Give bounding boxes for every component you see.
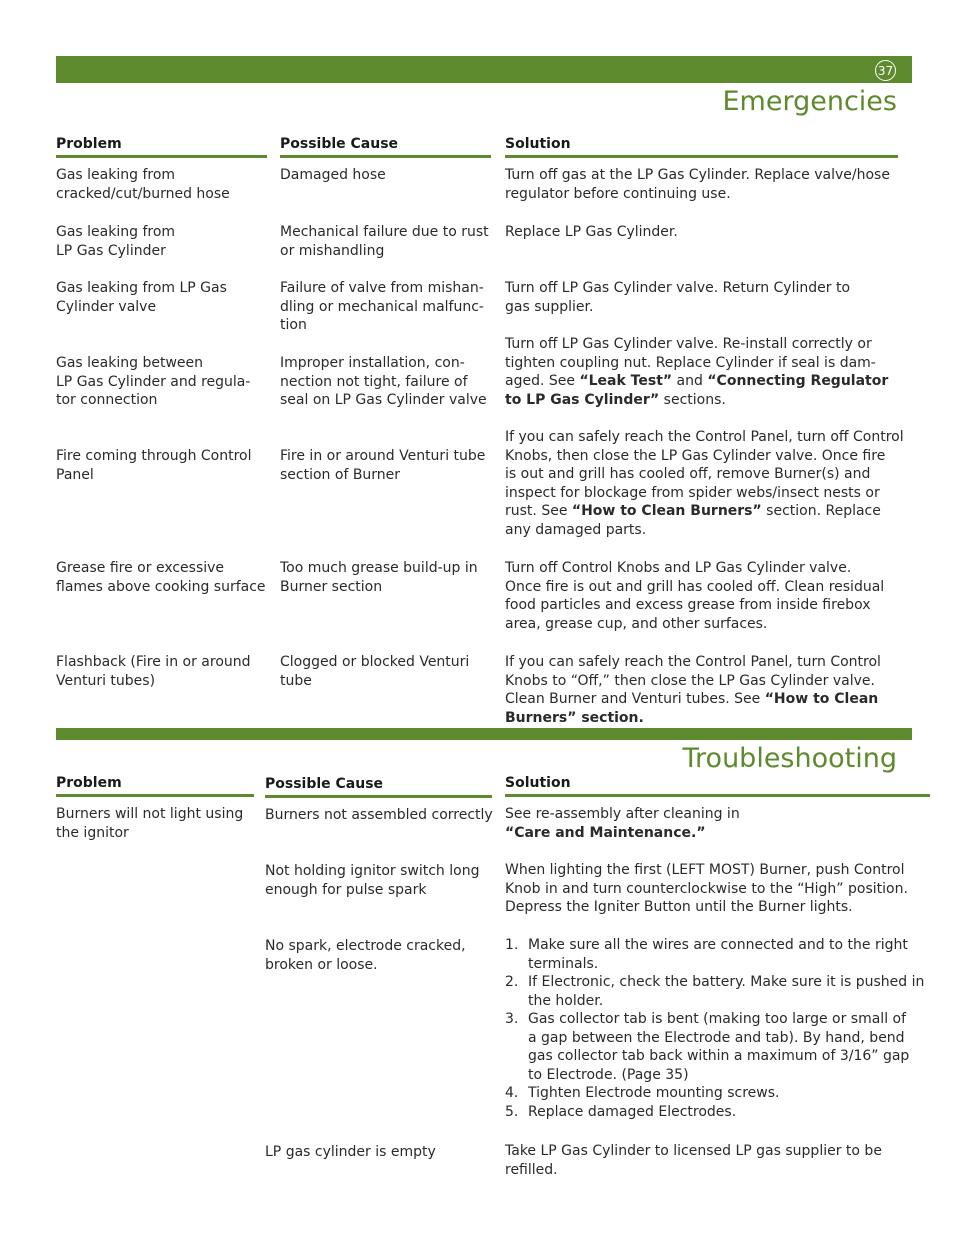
emergencies-header-problem: Problem xyxy=(56,135,267,158)
troubleshooting-problem: Burners will not light using the ignitor xyxy=(56,806,244,841)
text-run: section. Replace any damaged parts. xyxy=(505,503,881,538)
troubleshooting-solution-list xyxy=(505,936,925,1121)
emergency-problem: Gas leaking from LP Gas Cylinder valve xyxy=(56,280,227,315)
emergency-solution xyxy=(505,559,905,633)
troubleshooting-header-cause: Possible Cause xyxy=(265,775,492,798)
troubleshooting-solution xyxy=(505,805,925,842)
emergency-problem: Grease fire or excessive flames above cooking surface xyxy=(56,560,266,595)
troubleshooting-header-problem: Problem xyxy=(56,774,254,797)
troubleshooting-solution xyxy=(505,861,925,917)
text-run: Turn off Control Knobs and LP Gas Cylinder valve. Once fire is out and grill has cooled off. Clean residual food particles and excess grease from inside firebox area, grease cup, and other surfaces. xyxy=(505,560,885,632)
text-run: Turn off LP Gas Cylinder valve. Re-install correctly or tighten coupling nut. Replace Cylinder if seal is dam- aged. See xyxy=(505,336,876,389)
emergency-solution xyxy=(505,428,905,539)
list-item: 5. Replace damaged Electrodes. xyxy=(505,1103,737,1120)
list-item: 3. Gas collector tab is bent (making too large or small of a gap between the Electrode and tab). By hand, bend gas collector tab back within a maximum of 3/16” gap to Electrode. (Page 35) xyxy=(505,1011,910,1083)
text-run: If you can safely reach the Control Panel, turn Control Knobs to “Off,” then close the LP Gas Cylinder valve. Clean Burner and Venturi tubes. See xyxy=(505,654,881,707)
emergency-cause: Failure of valve from mishan- dling or mechanical malfunc- tion xyxy=(280,280,484,333)
emergencies-header-solution: Solution xyxy=(505,135,898,158)
troubleshooting-cause: No spark, electrode cracked, broken or loose. xyxy=(265,938,466,973)
emergencies-title: Emergencies xyxy=(722,86,897,117)
text-run: Replace LP Gas Cylinder. xyxy=(505,224,678,240)
text-run: If you can safely reach the Control Panel, turn off Control Knobs, then close the LP Gas Cylinder valve. Once fire is out and grill has cooled off, remove Burner(s) and inspect for blockage from spider webs/insect nests or rust. See xyxy=(505,429,904,519)
emergency-solution xyxy=(505,335,905,409)
troubleshooting-cause: LP gas cylinder is empty xyxy=(265,1144,436,1160)
emergency-solution xyxy=(505,166,905,203)
section-divider-bar xyxy=(56,728,912,740)
bold-reference: “Connecting Regulator to LP Gas Cylinder” xyxy=(505,373,889,408)
text-run: sections. xyxy=(659,391,726,408)
text-run: Turn off gas at the LP Gas Cylinder. Replace valve/hose regulator before continuing use. xyxy=(505,167,890,202)
list-item: 1. Make sure all the wires are connected and to the right terminals. xyxy=(505,937,908,972)
troubleshooting-header-solution: Solution xyxy=(505,774,930,797)
troubleshooting-cause: Burners not assembled correctly xyxy=(265,807,493,823)
emergency-cause: Damaged hose xyxy=(280,167,386,183)
bold-reference: “How to Clean Burners” xyxy=(571,503,762,519)
emergency-problem: Gas leaking from LP Gas Cylinder xyxy=(56,224,176,259)
emergency-problem: Gas leaking from cracked/cut/burned hose xyxy=(56,167,230,202)
troubleshooting-title: Troubleshooting xyxy=(682,743,897,774)
list-item: 4. Tighten Electrode mounting screws. xyxy=(505,1085,780,1101)
troubleshooting-cause: Not holding ignitor switch long enough for pulse spark xyxy=(265,863,480,898)
emergency-solution xyxy=(505,279,905,316)
emergency-cause: Fire in or around Venturi tube section of Burner xyxy=(280,448,486,483)
fix-steps-list xyxy=(505,936,925,1121)
text-run: and xyxy=(672,373,708,389)
bold-reference: “How to Clean Burners” section. xyxy=(505,691,879,726)
emergency-problem: Gas leaking between LP Gas Cylinder and regula- tor connection xyxy=(56,355,251,408)
text-run: When lighting the first (LEFT MOST) Burner, push Control Knob in and turn counterclockwise to the “High” position. Depress the Igniter Button until the Burner lights. xyxy=(505,862,908,915)
emergency-solution xyxy=(505,223,905,242)
emergency-cause: Mechanical failure due to rust or mishandling xyxy=(280,224,489,259)
text-run: Take LP Gas Cylinder to licensed LP gas supplier to be refilled. xyxy=(505,1143,882,1178)
text-run: See re-assembly after cleaning in xyxy=(505,806,740,822)
bold-reference: “Care and Maintenance.” xyxy=(505,824,706,841)
emergency-problem: Fire coming through Control Panel xyxy=(56,448,252,483)
emergency-cause: Too much grease build-up in Burner section xyxy=(280,560,478,595)
emergency-problem: Flashback (Fire in or around Venturi tubes) xyxy=(56,654,251,689)
text-run: Turn off LP Gas Cylinder valve. Return Cylinder to gas supplier. xyxy=(505,280,851,315)
emergency-solution xyxy=(505,653,905,727)
page-number-badge: 37 xyxy=(875,60,896,81)
list-item: 2. If Electronic, check the battery. Make sure it is pushed in the holder. xyxy=(505,974,925,1009)
troubleshooting-solution xyxy=(505,1142,930,1179)
header-bar xyxy=(56,56,912,83)
emergency-cause: Clogged or blocked Venturi tube xyxy=(280,654,470,689)
emergencies-header-cause: Possible Cause xyxy=(280,135,491,158)
emergency-cause: Improper installation, con- nection not tight, failure of seal on LP Gas Cylinder valve xyxy=(280,355,487,408)
bold-reference: “Leak Test” xyxy=(579,373,673,389)
